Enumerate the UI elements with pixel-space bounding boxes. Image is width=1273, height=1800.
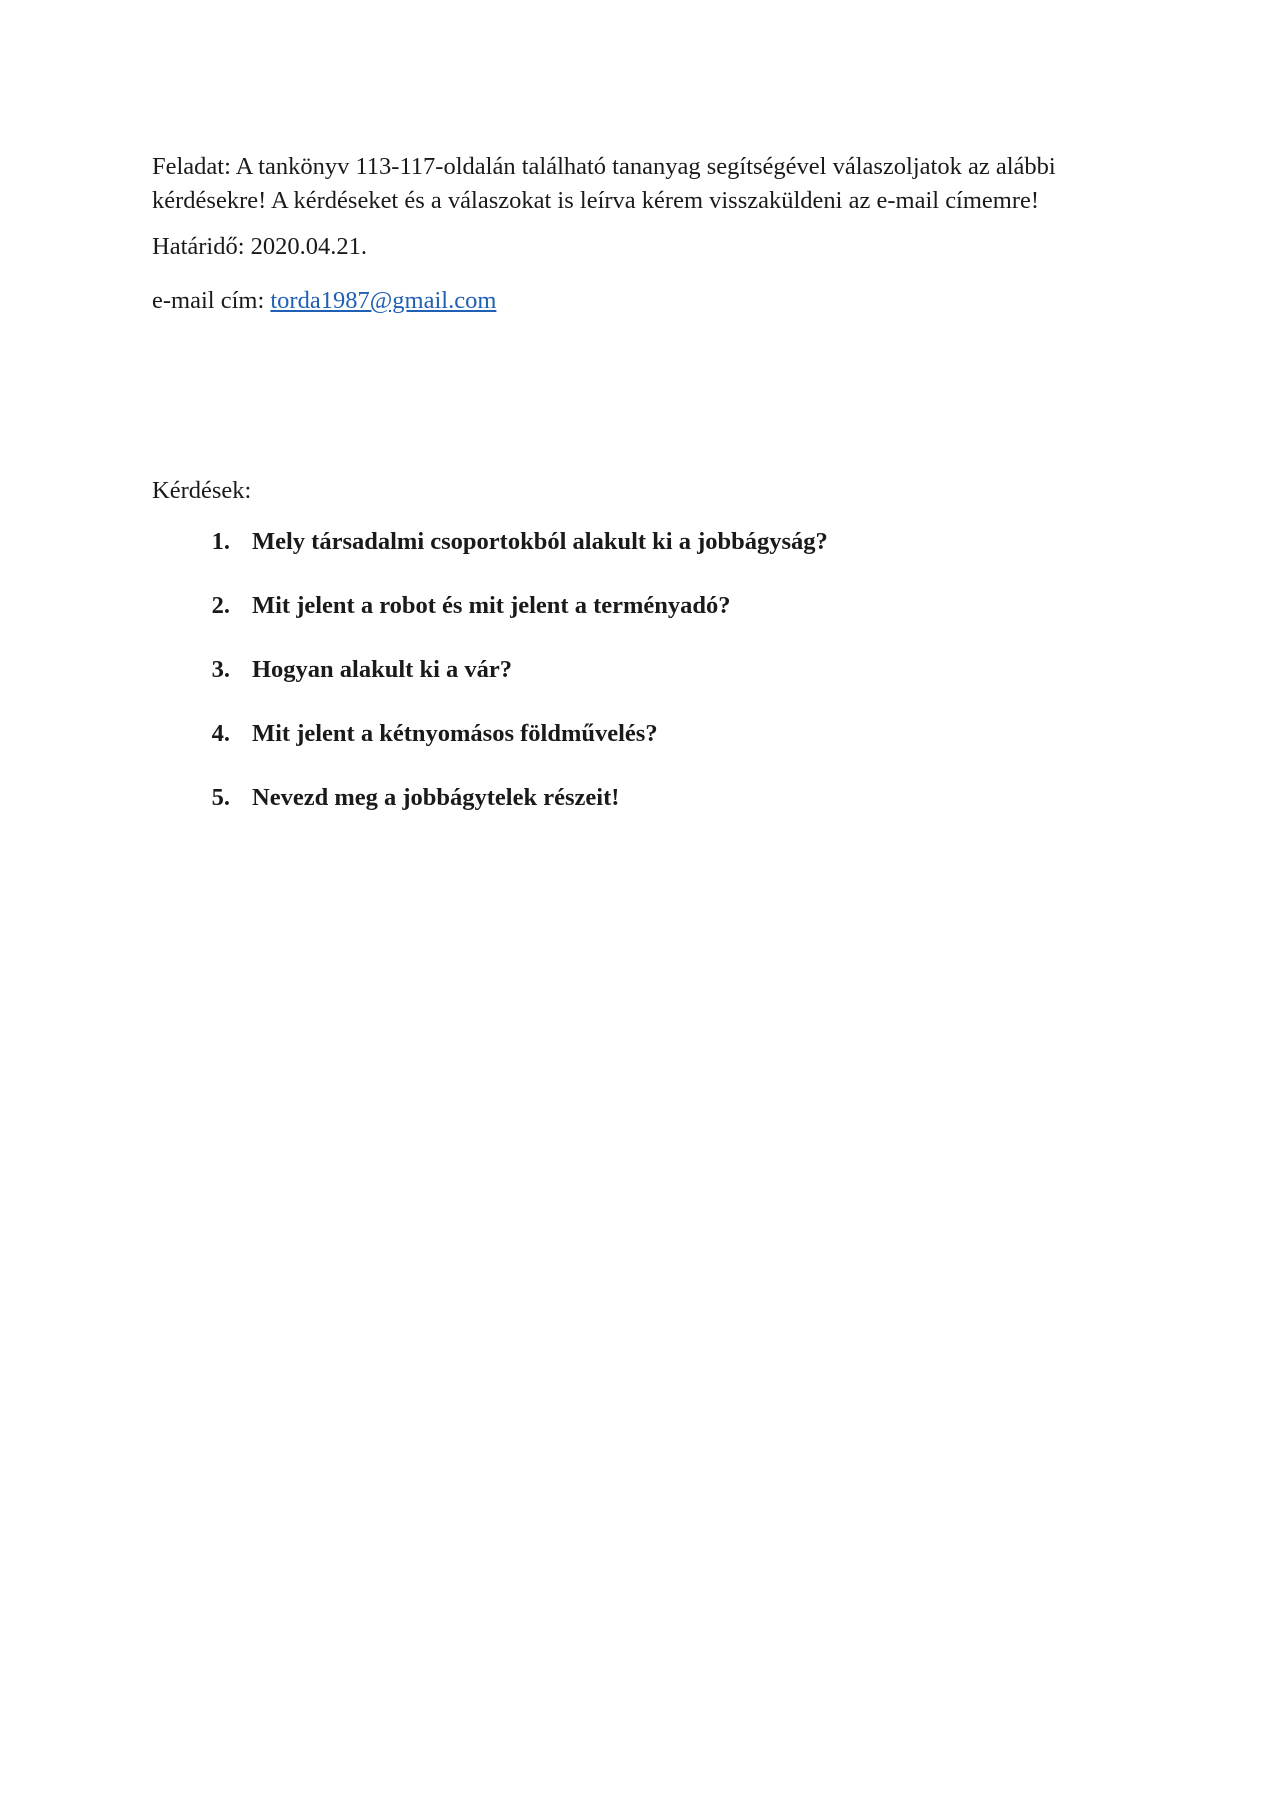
question-item	[152, 781, 828, 815]
question-number: 1.	[211, 528, 230, 555]
question-number: 3.	[211, 656, 230, 683]
question-item	[152, 653, 828, 687]
questions-heading: Kérdések:	[152, 477, 252, 504]
question-number: 2.	[211, 592, 230, 619]
question-number: 4.	[211, 720, 230, 747]
email-label: e-mail cím:	[152, 287, 271, 314]
task-intro-text: Feladat: A tankönyv 113-117-oldalán található tananyag segítségével válaszoljatok az alábbi kérdésekre! A kérdéseket és a válaszokat is leírva kérem visszaküldeni az e-mail címemre!	[152, 153, 1056, 214]
question-list	[152, 525, 828, 845]
email-line	[152, 284, 1132, 318]
question-number: 5.	[211, 784, 230, 811]
deadline-text: Határidő: 2020.04.21.	[152, 233, 368, 260]
email-link[interactable]: torda1987@gmail.com	[270, 287, 497, 314]
question-text: Mit jelent a kétnyomásos földművelés?	[252, 720, 658, 747]
question-text: Mit jelent a robot és mit jelent a terményadó?	[252, 592, 731, 619]
task-description	[152, 150, 1132, 318]
question-item	[152, 589, 828, 623]
question-text: Nevezd meg a jobbágytelek részeit!	[252, 784, 620, 811]
question-item	[152, 525, 828, 559]
question-text: Hogyan alakult ki a vár?	[252, 656, 513, 683]
question-text: Mely társadalmi csoportokból alakult ki a jobbágyság?	[252, 528, 828, 555]
question-item	[152, 717, 828, 751]
